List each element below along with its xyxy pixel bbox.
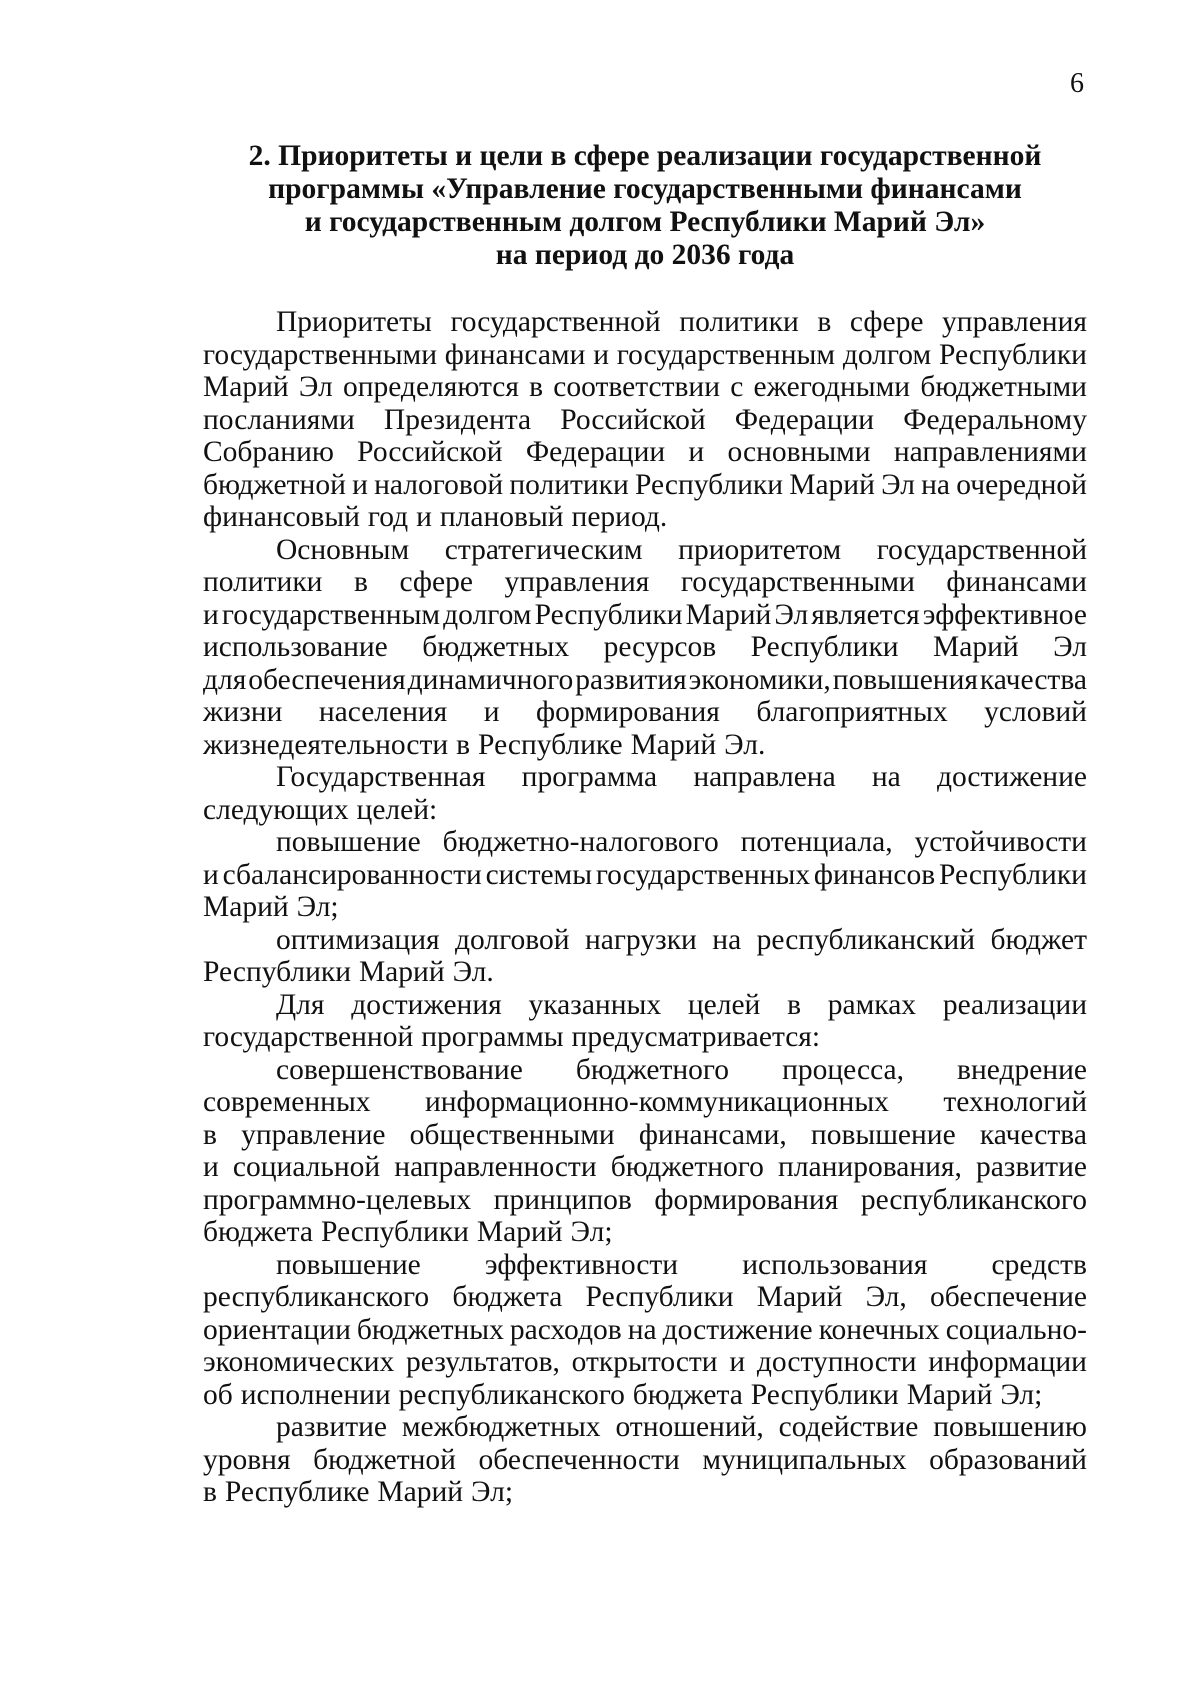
body-word: Федерации xyxy=(734,403,875,436)
body-word: и xyxy=(203,598,219,631)
body-word: финансами, xyxy=(638,1118,787,1151)
body-word: Эл; xyxy=(570,1216,613,1248)
heading-line: программы «Управление государственными финансами xyxy=(268,173,1022,205)
heading-line: и государственным долгом Республики Марий Эл» xyxy=(304,206,986,238)
body-word: планирования, xyxy=(778,1151,962,1183)
body-word: определяются xyxy=(342,371,519,403)
body-word: Федерации xyxy=(525,436,666,468)
body-word: республиканский xyxy=(756,923,975,956)
body-line xyxy=(203,1281,1087,1314)
body-line xyxy=(203,469,1087,502)
body-word: бюджета xyxy=(203,1216,313,1248)
body-word: сфере xyxy=(849,306,924,338)
body-line xyxy=(203,1346,1087,1379)
body-word: Российской xyxy=(357,436,503,468)
body-word: Эл; xyxy=(1000,1378,1043,1411)
body-word: посланиями xyxy=(203,403,355,436)
body-word: политики xyxy=(679,306,799,338)
body-word: совершенствование xyxy=(276,1053,523,1086)
body-word: реализации xyxy=(942,988,1087,1021)
body-word: Эл; xyxy=(296,891,339,923)
body-word: экономических xyxy=(203,1346,395,1378)
body-word: и xyxy=(203,858,219,891)
body-word: долговой xyxy=(455,923,570,956)
body-word: повышение xyxy=(276,826,421,858)
body-word: жизни xyxy=(203,696,283,728)
body-word: в xyxy=(817,306,832,338)
body-line xyxy=(203,729,1087,762)
body-word: обеспечения xyxy=(248,663,406,696)
body-line xyxy=(203,599,1087,632)
body-word: целей xyxy=(687,988,761,1021)
body-word: для xyxy=(203,663,247,696)
body-word: основными xyxy=(727,436,871,468)
body-word: в xyxy=(529,371,544,403)
body-word: содействие xyxy=(778,1411,919,1443)
body-word: Для xyxy=(276,988,325,1021)
body-word: Эл xyxy=(774,598,809,631)
body-word: открытости xyxy=(571,1346,718,1378)
body-word: устойчивости xyxy=(914,826,1087,858)
body-word: образований xyxy=(929,1443,1087,1476)
body-word: и xyxy=(203,1151,219,1183)
body-word: использование xyxy=(203,631,388,663)
body-word: Марий xyxy=(906,1378,993,1411)
body-line xyxy=(203,859,1087,892)
body-word: предусматривается: xyxy=(571,1021,821,1053)
body-word: бюджет xyxy=(990,923,1087,956)
body-word: Республики xyxy=(938,338,1087,371)
body-word: муниципальных xyxy=(702,1443,907,1476)
body-word: эффективности xyxy=(484,1248,679,1281)
body-word: государственными xyxy=(680,566,915,598)
body-word: Республики xyxy=(938,858,1087,891)
body-line xyxy=(203,501,1087,534)
body-word: в xyxy=(203,1476,217,1508)
body-word: является xyxy=(811,598,920,631)
body-word: государственных xyxy=(595,858,811,891)
body-word: Приоритеты xyxy=(276,306,432,338)
body-line xyxy=(203,566,1087,599)
body-word: политики xyxy=(509,468,629,501)
body-word: достижение xyxy=(662,1313,813,1346)
body-word: отношений, xyxy=(615,1411,764,1443)
body-word: достижения xyxy=(351,988,502,1021)
body-word: Республики xyxy=(750,631,899,663)
body-word: ресурсов xyxy=(603,631,717,663)
body-word: Республики xyxy=(635,468,784,501)
body-word: Эл. xyxy=(452,956,494,988)
heading-line: на период до 2036 года xyxy=(495,239,795,271)
body-line xyxy=(203,891,1087,924)
body-word: Основным xyxy=(276,533,410,566)
body-word: процесса, xyxy=(782,1053,904,1086)
body-word: принципов xyxy=(493,1183,632,1216)
body-word: бюджетной xyxy=(203,468,346,501)
body-word: нагрузки xyxy=(584,923,697,956)
body-word: Республики xyxy=(534,598,683,631)
body-line xyxy=(203,534,1087,567)
body-word: Республики xyxy=(203,956,351,988)
body-word: повышение xyxy=(276,1248,421,1281)
body-line xyxy=(203,826,1087,859)
body-word: Республики xyxy=(320,1216,469,1248)
body-word: программа xyxy=(521,761,658,793)
body-word: динамичного xyxy=(407,663,574,696)
body-word: направлена xyxy=(693,761,836,793)
body-word: развития xyxy=(575,663,687,696)
body-word: развитие xyxy=(276,1411,387,1443)
body-line xyxy=(203,1249,1087,1282)
body-word: государственным xyxy=(221,598,441,631)
body-word: эффективное xyxy=(922,598,1087,631)
body-word: следующих xyxy=(203,793,349,826)
body-word: управления xyxy=(942,306,1087,338)
body-word: рамках xyxy=(827,988,917,1021)
body-word: ежегодными xyxy=(753,371,911,403)
body-word: качества xyxy=(979,1118,1087,1151)
body-line xyxy=(203,1184,1087,1217)
body-word: финансов xyxy=(813,858,936,891)
body-word: обеспеченности xyxy=(478,1443,680,1476)
body-line xyxy=(203,371,1087,404)
body-word: бюджетных xyxy=(422,631,570,663)
body-word: населения xyxy=(318,696,448,728)
body-line xyxy=(203,1379,1087,1412)
body-word: информации xyxy=(928,1346,1087,1378)
body-word: Федеральному xyxy=(903,403,1087,436)
body-line xyxy=(203,1151,1087,1184)
body-word: управления xyxy=(504,566,650,598)
body-word: направленности xyxy=(394,1151,597,1183)
body-line xyxy=(203,436,1087,469)
body-line xyxy=(203,1314,1087,1347)
body-word: Эл xyxy=(298,371,333,403)
body-word: управление xyxy=(241,1118,386,1151)
body-word: Эл; xyxy=(471,1476,514,1508)
body-word: государственными xyxy=(203,338,437,371)
body-word: информационно-коммуникационных xyxy=(424,1086,889,1118)
body-word: бюджетно-налогового xyxy=(442,826,719,858)
body-word: и xyxy=(729,1346,746,1378)
body-word: благоприятных xyxy=(756,696,948,728)
body-word: республиканского xyxy=(203,1281,430,1313)
body-line xyxy=(203,761,1087,794)
body-word: стратегическим xyxy=(444,533,643,566)
body-word: доступности xyxy=(756,1346,917,1378)
body-word: Президента xyxy=(383,403,532,436)
body-word: Марий xyxy=(685,598,772,631)
body-word: качества xyxy=(979,663,1087,696)
heading-line: 2. Приоритеты и цели в сфере реализации государственной xyxy=(248,140,1042,172)
body-word: плановый xyxy=(439,501,564,533)
body-word: повышению xyxy=(933,1411,1087,1443)
body-line xyxy=(203,924,1087,957)
body-word: Марий xyxy=(203,371,289,403)
body-line xyxy=(203,664,1087,697)
body-line xyxy=(203,631,1087,664)
body-word: указанных xyxy=(528,988,662,1021)
body-word: повышения xyxy=(832,663,978,696)
body-line xyxy=(203,1216,1087,1249)
body-word: технологий xyxy=(943,1086,1087,1118)
body-line xyxy=(203,1119,1087,1152)
body-word: Марий xyxy=(358,956,445,988)
body-text xyxy=(203,306,1087,1509)
body-word: Марий xyxy=(630,728,717,761)
body-line xyxy=(203,1086,1087,1119)
body-word: общественными xyxy=(409,1118,615,1151)
body-word: бюджетной xyxy=(313,1443,456,1476)
body-word: Марий xyxy=(933,631,1019,663)
body-word: Республике xyxy=(224,1476,370,1508)
body-word: Республики xyxy=(585,1281,734,1313)
body-word: год xyxy=(367,501,409,533)
body-word: и xyxy=(352,468,368,501)
body-line xyxy=(203,794,1087,827)
body-word: расходов xyxy=(509,1313,622,1346)
body-word: долгом xyxy=(443,598,532,631)
body-line xyxy=(203,1054,1087,1087)
body-word: Собранию xyxy=(203,436,334,468)
body-line xyxy=(203,306,1087,339)
body-word: программы xyxy=(421,1021,564,1053)
body-word: формирования xyxy=(654,1183,839,1216)
body-word: направлениями xyxy=(893,436,1087,468)
body-word: на xyxy=(712,923,742,956)
body-word: очередной xyxy=(956,468,1087,501)
body-line xyxy=(203,956,1087,989)
body-word: период. xyxy=(571,501,668,533)
body-word: приоритетом xyxy=(678,533,842,566)
body-line xyxy=(203,1021,1087,1054)
body-word: внедрение xyxy=(957,1053,1087,1086)
page-number: 6 xyxy=(1070,68,1084,99)
body-line xyxy=(203,404,1087,437)
body-word: и xyxy=(483,696,500,728)
body-word: государственной xyxy=(450,306,661,338)
body-word: и xyxy=(688,436,705,468)
body-word: межбюджетных xyxy=(401,1411,601,1443)
body-word: на xyxy=(871,761,901,793)
body-word: соответствии xyxy=(553,371,720,403)
body-line xyxy=(203,989,1087,1022)
body-word: государственной xyxy=(876,533,1087,566)
body-word: долгом xyxy=(842,338,932,371)
body-word: государственным xyxy=(616,338,835,371)
body-word: и xyxy=(416,501,432,533)
body-word: на xyxy=(627,1313,657,1346)
body-word: Государственная xyxy=(276,761,486,793)
body-word: бюджетных xyxy=(356,1313,504,1346)
body-word: конечных xyxy=(818,1313,940,1346)
body-word: в xyxy=(787,988,802,1021)
body-word: результатов, xyxy=(406,1346,560,1378)
body-word: и xyxy=(593,338,609,371)
body-word: использования xyxy=(742,1248,928,1281)
body-word: государственной xyxy=(203,1021,414,1053)
body-word: Эл. xyxy=(724,728,766,761)
body-word: экономики, xyxy=(688,663,831,696)
body-word: социальной xyxy=(232,1151,381,1183)
body-word: программно-целевых xyxy=(203,1183,472,1216)
body-word: сфере xyxy=(399,566,473,598)
body-line xyxy=(203,339,1087,372)
body-word: современных xyxy=(203,1086,371,1118)
body-word: средств xyxy=(991,1248,1087,1281)
body-word: бюджетными xyxy=(920,371,1087,403)
body-word: формирования xyxy=(535,696,720,728)
body-word: в xyxy=(456,728,471,761)
body-word: бюджетного xyxy=(575,1053,730,1086)
body-word: с xyxy=(730,371,744,403)
body-word: Республики xyxy=(750,1378,899,1411)
body-word: условий xyxy=(984,696,1087,728)
body-word: Эл, xyxy=(865,1281,907,1313)
body-line xyxy=(203,1476,1087,1509)
body-word: налоговой xyxy=(374,468,504,501)
body-word: развитие xyxy=(975,1151,1087,1183)
body-word: жизнедеятельности xyxy=(203,728,449,761)
body-word: сбалансированности xyxy=(222,858,482,891)
body-word: системы xyxy=(485,858,593,891)
body-word: социально- xyxy=(945,1313,1087,1346)
body-word: целей: xyxy=(356,793,438,826)
body-word: Марий xyxy=(789,468,875,501)
body-word: финансами xyxy=(444,338,586,371)
body-word: республиканского xyxy=(860,1183,1087,1216)
body-word: обеспечение xyxy=(929,1281,1087,1313)
body-word: уровня xyxy=(203,1443,291,1476)
body-word: финансовый xyxy=(203,501,360,533)
body-word: на xyxy=(921,468,951,501)
body-word: Марий xyxy=(756,1281,843,1313)
body-word: исполнении xyxy=(240,1378,391,1411)
body-word: оптимизация xyxy=(276,923,440,956)
body-word: в xyxy=(353,566,368,598)
body-line xyxy=(203,1411,1087,1444)
body-word: достижение xyxy=(936,761,1087,793)
body-word: об xyxy=(203,1378,233,1411)
body-word: республиканского xyxy=(398,1378,625,1411)
body-word: бюджета xyxy=(452,1281,563,1313)
body-word: Марий xyxy=(203,891,289,923)
body-line xyxy=(203,1444,1087,1477)
body-word: ориентации xyxy=(203,1313,351,1346)
body-word: бюджетного xyxy=(610,1151,764,1183)
section-heading xyxy=(203,140,1087,272)
body-word: бюджета xyxy=(632,1378,743,1411)
body-word: в xyxy=(203,1118,217,1151)
body-word: Марий xyxy=(476,1216,563,1248)
body-word: Республике xyxy=(478,728,623,761)
body-word: финансами xyxy=(946,566,1087,598)
body-word: повышение xyxy=(810,1118,956,1151)
body-line xyxy=(203,696,1087,729)
body-word: Марий xyxy=(377,1476,464,1508)
body-word: Эл xyxy=(1053,631,1087,663)
body-word: политики xyxy=(203,566,323,598)
body-word: потенциала, xyxy=(740,826,893,858)
body-word: Эл xyxy=(881,468,915,501)
body-word: Российской xyxy=(560,403,706,436)
